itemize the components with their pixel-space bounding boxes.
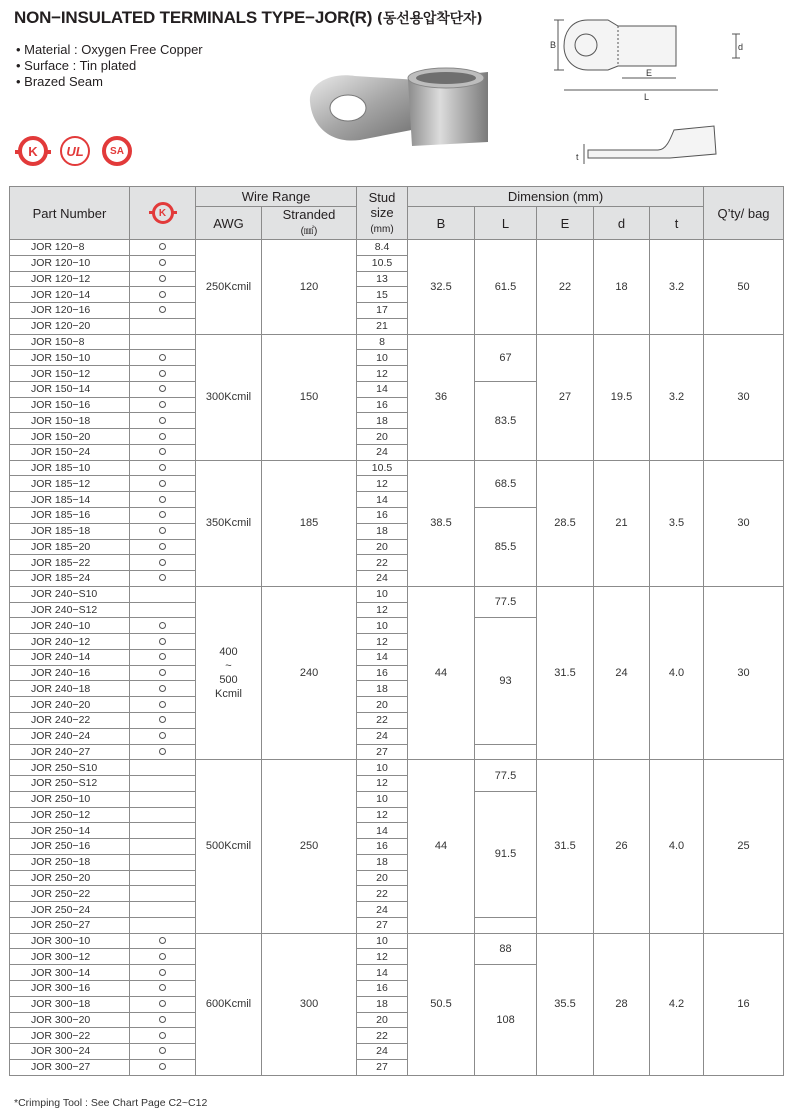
certified-mark-icon [159, 417, 166, 424]
drawing-label-e: E [646, 68, 653, 78]
qty-cell: 30 [704, 586, 784, 759]
certified-mark-icon [159, 669, 166, 676]
dimension-l-cell: 77.5 [475, 586, 537, 618]
k-mark-cell [130, 1059, 196, 1075]
stud-size-cell: 18 [357, 996, 408, 1012]
certified-mark-icon [159, 937, 166, 944]
stud-size-cell: 21 [357, 318, 408, 334]
dimension-b-cell: 50.5 [408, 933, 475, 1075]
header-b: B [408, 207, 475, 240]
stud-size-cell: 14 [357, 965, 408, 981]
part-number-cell: JOR 185−24 [10, 571, 130, 587]
certified-mark-icon [159, 732, 166, 739]
k-mark-cell [130, 791, 196, 807]
stud-size-cell: 12 [357, 949, 408, 965]
part-number-cell: JOR 120−14 [10, 287, 130, 303]
title-korean: (동선용압착단자) [376, 11, 483, 27]
certified-mark-icon [159, 1063, 166, 1070]
part-number-cell: JOR 300−10 [10, 933, 130, 949]
stud-size-cell: 20 [357, 429, 408, 445]
k-mark-cell [130, 350, 196, 366]
k-mark-cell [130, 618, 196, 634]
dimension-e-cell: 31.5 [537, 760, 594, 933]
stud-size-cell: 16 [357, 839, 408, 855]
part-number-cell: JOR 185−14 [10, 492, 130, 508]
dimension-d-cell: 26 [594, 760, 650, 933]
certified-mark-icon [159, 622, 166, 629]
qty-cell: 50 [704, 240, 784, 335]
k-mark-cell [130, 555, 196, 571]
part-number-cell: JOR 300−18 [10, 996, 130, 1012]
dimension-l-cell: 67 [475, 334, 537, 381]
k-mark-cell [130, 318, 196, 334]
certified-mark-icon [159, 511, 166, 518]
k-mark-cell [130, 980, 196, 996]
k-mark-cell [130, 571, 196, 587]
table-row [10, 334, 784, 350]
k-mark-cell [130, 634, 196, 650]
stud-size-cell: 12 [357, 776, 408, 792]
dimension-t-cell: 3.5 [650, 460, 704, 586]
header-e: E [537, 207, 594, 240]
stud-size-cell: 17 [357, 303, 408, 319]
part-number-cell: JOR 185−12 [10, 476, 130, 492]
csa-mark-icon: SA [102, 136, 132, 166]
k-mark-cell [130, 287, 196, 303]
k-mark-cell [130, 728, 196, 744]
stud-size-cell: 24 [357, 1044, 408, 1060]
drawing-label-l: L [644, 92, 650, 102]
certified-mark-icon [159, 243, 166, 250]
k-mark-cell [130, 429, 196, 445]
stud-size-cell: 18 [357, 523, 408, 539]
part-number-cell: JOR 150−18 [10, 413, 130, 429]
k-mark-cell [130, 240, 196, 256]
header-l: L [475, 207, 537, 240]
stud-size-cell: 27 [357, 917, 408, 933]
stud-size-cell: 14 [357, 381, 408, 397]
certified-mark-icon [159, 685, 166, 692]
stud-size-cell: 14 [357, 649, 408, 665]
part-number-cell: JOR 240−S10 [10, 586, 130, 602]
certified-mark-icon [159, 543, 166, 550]
certified-mark-icon [159, 354, 166, 361]
part-number-cell: JOR 250−24 [10, 902, 130, 918]
k-mark-cell [130, 776, 196, 792]
header-stud-size: Stud size (mm) [357, 187, 408, 240]
k-mark-cell [130, 949, 196, 965]
spec-table-body [10, 240, 784, 1076]
k-mark-cell [130, 476, 196, 492]
part-number-cell: JOR 250−22 [10, 886, 130, 902]
part-number-cell: JOR 120−8 [10, 240, 130, 256]
table-row [10, 460, 784, 476]
part-number-cell: JOR 150−24 [10, 444, 130, 460]
k-mark-cell [130, 1044, 196, 1060]
stud-size-cell: 16 [357, 980, 408, 996]
k-mark-cell [130, 586, 196, 602]
part-number-cell: JOR 240−22 [10, 712, 130, 728]
k-mark-cell [130, 602, 196, 618]
table-row [10, 760, 784, 776]
stud-size-cell: 18 [357, 413, 408, 429]
drawing-label-b: B [550, 40, 557, 50]
k-mark-cell [130, 965, 196, 981]
part-number-cell: JOR 250−27 [10, 917, 130, 933]
certified-mark-icon [159, 984, 166, 991]
dimension-e-cell: 31.5 [537, 586, 594, 759]
awg-cell: 300Kcmil [196, 334, 262, 460]
k-mark-cell [130, 523, 196, 539]
certified-mark-icon [159, 1016, 166, 1023]
k-mark-cell [130, 334, 196, 350]
header-t: t [650, 207, 704, 240]
stud-size-cell: 8.4 [357, 240, 408, 256]
dimension-l-cell: 85.5 [475, 508, 537, 587]
k-mark-cell [130, 1012, 196, 1028]
table-row [10, 933, 784, 949]
stud-size-cell: 22 [357, 555, 408, 571]
certified-mark-icon [159, 953, 166, 960]
drawing-label-d: d [738, 42, 744, 52]
stud-size-cell: 10.5 [357, 460, 408, 476]
dimension-t-cell: 3.2 [650, 334, 704, 460]
page-title [14, 8, 482, 28]
part-number-cell: JOR 120−20 [10, 318, 130, 334]
dimension-d-cell: 19.5 [594, 334, 650, 460]
k-mark-cell [130, 366, 196, 382]
k-mark-cell [130, 539, 196, 555]
certified-mark-icon [159, 969, 166, 976]
table-row [10, 240, 784, 256]
stud-size-cell: 20 [357, 1012, 408, 1028]
dimension-b-cell: 44 [408, 760, 475, 933]
part-number-cell: JOR 185−20 [10, 539, 130, 555]
part-number-cell: JOR 185−18 [10, 523, 130, 539]
k-mark-cell [130, 697, 196, 713]
certified-mark-icon [159, 716, 166, 723]
k-mark-cell [130, 886, 196, 902]
certified-mark-icon [159, 480, 166, 487]
part-number-cell: JOR 185−16 [10, 508, 130, 524]
stranded-cell: 250 [262, 760, 357, 933]
part-number-cell: JOR 240−14 [10, 649, 130, 665]
k-mark-cell [130, 902, 196, 918]
header-d: d [594, 207, 650, 240]
part-number-cell: JOR 240−12 [10, 634, 130, 650]
feature-list [16, 42, 203, 90]
awg-cell: 500Kcmil [196, 760, 262, 933]
stud-size-cell: 12 [357, 476, 408, 492]
part-number-cell: JOR 300−27 [10, 1059, 130, 1075]
certified-mark-icon [159, 1032, 166, 1039]
part-number-cell: JOR 120−16 [10, 303, 130, 319]
part-number-cell: JOR 120−10 [10, 255, 130, 271]
stud-size-cell: 16 [357, 397, 408, 413]
dimension-l-cell: 93 [475, 618, 537, 744]
certified-mark-icon [159, 275, 166, 282]
part-number-cell: JOR 250−10 [10, 791, 130, 807]
k-mark-cell [130, 870, 196, 886]
stud-size-cell: 22 [357, 1028, 408, 1044]
part-number-cell: JOR 240−10 [10, 618, 130, 634]
stud-size-cell: 12 [357, 602, 408, 618]
stud-size-cell: 24 [357, 444, 408, 460]
k-mark-cell [130, 413, 196, 429]
stud-size-cell: 14 [357, 492, 408, 508]
stud-size-cell: 10 [357, 791, 408, 807]
awg-cell: 350Kcmil [196, 460, 262, 586]
dimension-l-cell: 68.5 [475, 460, 537, 507]
dimension-t-cell: 4.0 [650, 760, 704, 933]
header-stranded: Stranded (㎟) [262, 207, 357, 240]
certification-logos [18, 136, 132, 166]
part-number-cell: JOR 185−10 [10, 460, 130, 476]
certified-mark-icon [159, 448, 166, 455]
dimension-l-cell: 83.5 [475, 381, 537, 460]
certified-mark-icon [159, 464, 166, 471]
part-number-cell: JOR 150−14 [10, 381, 130, 397]
k-mark-cell [130, 760, 196, 776]
footnote: *Crimping Tool : See Chart Page C2~C12 [14, 1097, 208, 1109]
certified-mark-icon [159, 653, 166, 660]
dimension-e-cell: 27 [537, 334, 594, 460]
k-mark-cell [130, 933, 196, 949]
stud-size-cell: 24 [357, 571, 408, 587]
part-number-cell: JOR 240−16 [10, 665, 130, 681]
feature-material: • Material : Oxygen Free Copper [16, 42, 203, 58]
part-number-cell: JOR 240−S12 [10, 602, 130, 618]
stud-size-cell: 18 [357, 681, 408, 697]
header-part-number: Part Number [10, 187, 130, 240]
k-mark-cell [130, 1028, 196, 1044]
part-number-cell: JOR 150−8 [10, 334, 130, 350]
stud-size-cell: 10 [357, 618, 408, 634]
dimension-d-cell: 28 [594, 933, 650, 1075]
dimension-b-cell: 36 [408, 334, 475, 460]
stud-size-cell: 10 [357, 760, 408, 776]
qty-cell: 30 [704, 460, 784, 586]
certified-mark-icon [159, 291, 166, 298]
header-wire-range: Wire Range [196, 187, 357, 207]
dimension-b-cell: 44 [408, 586, 475, 759]
certified-mark-icon [159, 385, 166, 392]
k-mark-cell [130, 255, 196, 271]
dimension-t-cell: 4.0 [650, 586, 704, 759]
header-qty-bag: Q’ty/ bag [704, 187, 784, 240]
k-mark-icon: K [152, 202, 174, 224]
terminal-photo-icon [300, 50, 500, 170]
stud-size-cell: 10 [357, 350, 408, 366]
part-number-cell: JOR 250−16 [10, 839, 130, 855]
part-number-cell: JOR 300−22 [10, 1028, 130, 1044]
stranded-cell: 185 [262, 460, 357, 586]
part-number-cell: JOR 240−24 [10, 728, 130, 744]
k-mark-cell [130, 444, 196, 460]
dimension-l-cell: 108 [475, 965, 537, 1075]
qty-cell: 25 [704, 760, 784, 933]
certified-mark-icon [159, 433, 166, 440]
k-mark-cell [130, 807, 196, 823]
k-mark-cell [130, 492, 196, 508]
k-mark-cell [130, 681, 196, 697]
dimension-drawing [548, 8, 748, 168]
awg-cell: 600Kcmil [196, 933, 262, 1075]
stud-size-cell: 20 [357, 697, 408, 713]
header-k-mark [130, 187, 196, 240]
spec-table [9, 186, 784, 1076]
table-row [10, 586, 784, 602]
stud-size-cell: 20 [357, 870, 408, 886]
dimension-e-cell: 35.5 [537, 933, 594, 1075]
k-mark-cell [130, 271, 196, 287]
k-mark-cell [130, 665, 196, 681]
dimension-l-cell: 77.5 [475, 760, 537, 792]
part-number-cell: JOR 250−12 [10, 807, 130, 823]
title-text: NON−INSULATED TERMINALS TYPE−JOR(R) [14, 8, 373, 27]
stud-size-cell: 24 [357, 902, 408, 918]
part-number-cell: JOR 150−20 [10, 429, 130, 445]
dimension-e-cell: 28.5 [537, 460, 594, 586]
stud-size-cell: 16 [357, 665, 408, 681]
part-number-cell: JOR 300−14 [10, 965, 130, 981]
k-mark-cell [130, 744, 196, 760]
k-mark-cell [130, 649, 196, 665]
stud-size-cell: 12 [357, 634, 408, 650]
part-number-cell: JOR 150−16 [10, 397, 130, 413]
dimension-b-cell: 38.5 [408, 460, 475, 586]
certified-mark-icon [159, 701, 166, 708]
stranded-cell: 240 [262, 586, 357, 759]
qty-cell: 30 [704, 334, 784, 460]
qty-cell: 16 [704, 933, 784, 1075]
part-number-cell: JOR 240−20 [10, 697, 130, 713]
k-mark-cell [130, 823, 196, 839]
stud-size-cell: 10.5 [357, 255, 408, 271]
stud-size-cell: 12 [357, 366, 408, 382]
stranded-cell: 300 [262, 933, 357, 1075]
certified-mark-icon [159, 527, 166, 534]
stud-size-cell: 10 [357, 933, 408, 949]
k-mark-cell [130, 839, 196, 855]
stud-size-cell: 16 [357, 508, 408, 524]
part-number-cell: JOR 150−12 [10, 366, 130, 382]
part-number-cell: JOR 250−14 [10, 823, 130, 839]
stud-size-cell: 13 [357, 271, 408, 287]
k-mark-cell [130, 303, 196, 319]
dimension-t-cell: 4.2 [650, 933, 704, 1075]
certified-mark-icon [159, 1000, 166, 1007]
dimension-t-cell: 3.2 [650, 240, 704, 335]
stud-size-cell: 24 [357, 728, 408, 744]
part-number-cell: JOR 250−S12 [10, 776, 130, 792]
dimension-d-cell: 21 [594, 460, 650, 586]
dimension-d-cell: 18 [594, 240, 650, 335]
ul-mark-icon: UL [60, 136, 90, 166]
k-mark-cell [130, 854, 196, 870]
dimension-l-cell: 88 [475, 933, 537, 965]
certified-mark-icon [159, 259, 166, 266]
stud-size-cell: 22 [357, 712, 408, 728]
part-number-cell: JOR 150−10 [10, 350, 130, 366]
stud-size-cell: 14 [357, 823, 408, 839]
certified-mark-icon [159, 638, 166, 645]
stud-size-cell: 15 [357, 287, 408, 303]
dimension-l-cell: 91.5 [475, 791, 537, 917]
dimension-l-cell: 61.5 [475, 240, 537, 335]
k-mark-cell [130, 996, 196, 1012]
header-awg: AWG [196, 207, 262, 240]
stud-size-cell: 22 [357, 886, 408, 902]
feature-seam: • Brazed Seam [16, 74, 203, 90]
certified-mark-icon [159, 559, 166, 566]
k-mark-cell [130, 712, 196, 728]
stranded-cell: 150 [262, 334, 357, 460]
certified-mark-icon [159, 1047, 166, 1054]
part-number-cell: JOR 185−22 [10, 555, 130, 571]
part-number-cell: JOR 240−18 [10, 681, 130, 697]
stranded-cell: 120 [262, 240, 357, 335]
certified-mark-icon [159, 370, 166, 377]
k-mark-cell [130, 397, 196, 413]
k-mark-cell [130, 381, 196, 397]
stud-size-cell: 12 [357, 807, 408, 823]
stud-size-cell: 20 [357, 539, 408, 555]
stud-size-cell: 8 [357, 334, 408, 350]
awg-cell: 250Kcmil [196, 240, 262, 335]
part-number-cell: JOR 250−S10 [10, 760, 130, 776]
dimension-b-cell: 32.5 [408, 240, 475, 335]
stud-size-cell: 10 [357, 586, 408, 602]
certified-mark-icon [159, 748, 166, 755]
part-number-cell: JOR 300−16 [10, 980, 130, 996]
header-dimension: Dimension (mm) [408, 187, 704, 207]
part-number-cell: JOR 120−12 [10, 271, 130, 287]
part-number-cell: JOR 250−20 [10, 870, 130, 886]
drawing-label-t: t [576, 152, 579, 162]
certified-mark-icon [159, 496, 166, 503]
k-mark-cell [130, 508, 196, 524]
k-mark-icon: K [18, 136, 48, 166]
part-number-cell: JOR 250−18 [10, 854, 130, 870]
part-number-cell: JOR 300−20 [10, 1012, 130, 1028]
k-mark-cell [130, 460, 196, 476]
part-number-cell: JOR 300−12 [10, 949, 130, 965]
certified-mark-icon [159, 574, 166, 581]
awg-cell: 400 ~ 500 Kcmil [196, 586, 262, 759]
dimension-d-cell: 24 [594, 586, 650, 759]
k-mark-cell [130, 917, 196, 933]
feature-surface: • Surface : Tin plated [16, 58, 203, 74]
certified-mark-icon [159, 306, 166, 313]
part-number-cell: JOR 300−24 [10, 1044, 130, 1060]
stud-size-cell: 27 [357, 1059, 408, 1075]
part-number-cell: JOR 240−27 [10, 744, 130, 760]
certified-mark-icon [159, 401, 166, 408]
dimension-e-cell: 22 [537, 240, 594, 335]
stud-size-cell: 27 [357, 744, 408, 760]
stud-size-cell: 18 [357, 854, 408, 870]
